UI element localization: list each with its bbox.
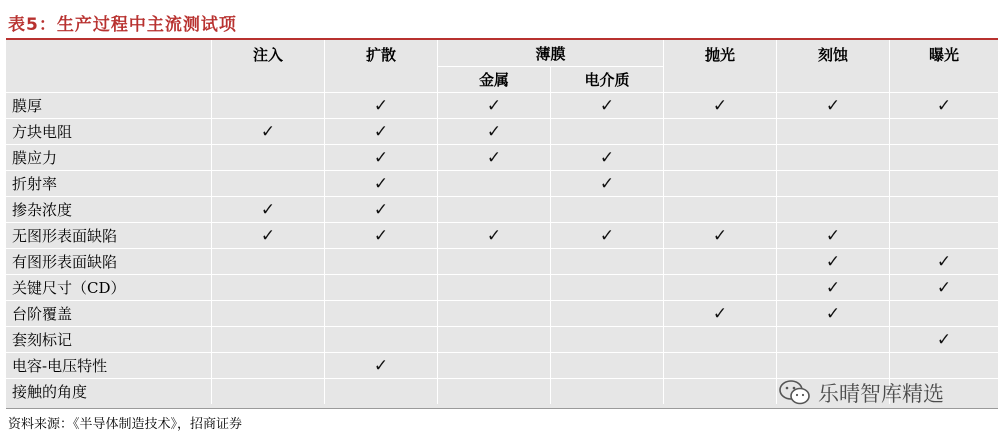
check-mark-icon: ✓ (486, 147, 502, 168)
check-mark-icon: ✓ (599, 95, 615, 116)
check-mark-icon: ✓ (373, 147, 389, 168)
header-metal: 金属 (437, 66, 550, 92)
table-cell (663, 196, 776, 222)
table-cell (324, 170, 437, 196)
row-label: 关键尺寸（CD） (6, 274, 211, 300)
table-cell (211, 274, 324, 300)
table-cell (324, 118, 437, 144)
check-mark-icon: ✓ (599, 225, 615, 246)
check-mark-icon: ✓ (260, 199, 276, 220)
row-label: 膜应力 (6, 144, 211, 170)
table-cell (663, 170, 776, 196)
table-cell (776, 92, 889, 118)
table-cell (324, 274, 437, 300)
table-cell (550, 378, 663, 404)
table-cell (550, 300, 663, 326)
check-mark-icon: ✓ (260, 225, 276, 246)
table-cell (324, 248, 437, 274)
table-cell (889, 248, 998, 274)
table-cell (211, 300, 324, 326)
source-note: 资料来源：《半导体制造技术》，招商证券 (8, 417, 243, 432)
table-cell (211, 248, 324, 274)
row-label: 台阶覆盖 (6, 300, 211, 326)
header-dielectric: 电介质 (550, 66, 663, 92)
table-cell (437, 300, 550, 326)
header-diffusion: 扩散 (324, 40, 437, 92)
table-cell (663, 118, 776, 144)
table-cell (324, 352, 437, 378)
header-exposure: 曝光 (889, 40, 998, 92)
table-cell (437, 118, 550, 144)
table-cell (889, 352, 998, 378)
row-label: 无图形表面缺陷 (6, 222, 211, 248)
table-cell (889, 274, 998, 300)
check-mark-icon: ✓ (373, 95, 389, 116)
table-cell (663, 274, 776, 300)
table-cell (324, 144, 437, 170)
table-cell (437, 222, 550, 248)
table-cell (550, 170, 663, 196)
check-mark-icon: ✓ (712, 95, 728, 116)
table-cell (324, 196, 437, 222)
table-cell (776, 352, 889, 378)
table-cell (663, 326, 776, 352)
row-label: 套刻标记 (6, 326, 211, 352)
wechat-icon (778, 378, 812, 408)
table-cell (211, 196, 324, 222)
table-cell (211, 352, 324, 378)
check-mark-icon: ✓ (373, 225, 389, 246)
table-cell (550, 352, 663, 378)
row-label: 膜厚 (6, 92, 211, 118)
header-thin-film: 薄膜 (437, 40, 663, 66)
watermark (778, 378, 944, 408)
table-cell (776, 118, 889, 144)
check-mark-icon: ✓ (599, 173, 615, 194)
watermark-text: 乐晴智库精选 (818, 382, 944, 406)
check-mark-icon: ✓ (599, 147, 615, 168)
check-mark-icon: ✓ (373, 355, 389, 376)
table-cell (663, 352, 776, 378)
table-cell (324, 378, 437, 404)
check-mark-icon: ✓ (936, 95, 952, 116)
table-cell (776, 170, 889, 196)
table-cell (550, 248, 663, 274)
table-cell (211, 170, 324, 196)
check-mark-icon: ✓ (373, 173, 389, 194)
table-cell (776, 144, 889, 170)
table-cell (324, 92, 437, 118)
check-mark-icon: ✓ (825, 225, 841, 246)
check-mark-icon: ✓ (712, 225, 728, 246)
check-mark-icon: ✓ (486, 95, 502, 116)
table-cell (550, 326, 663, 352)
table-cell (663, 300, 776, 326)
check-mark-icon: ✓ (486, 225, 502, 246)
table-cell (889, 144, 998, 170)
row-label: 电容-电压特性 (6, 352, 211, 378)
table-cell (776, 196, 889, 222)
table-cell (889, 222, 998, 248)
table-cell (437, 274, 550, 300)
header-etch: 刻蚀 (776, 40, 889, 92)
table-cell (437, 196, 550, 222)
check-mark-icon: ✓ (936, 251, 952, 272)
table-title: 表5：生产过程中主流测试项 (8, 15, 237, 35)
table-cell (889, 118, 998, 144)
table-cell (889, 196, 998, 222)
table-cell (324, 300, 437, 326)
test-items-table (6, 40, 998, 408)
row-label: 接触的角度 (6, 378, 211, 404)
table-cell (437, 326, 550, 352)
table-cell (663, 248, 776, 274)
check-mark-icon: ✓ (260, 121, 276, 142)
check-mark-icon: ✓ (936, 277, 952, 298)
row-label: 折射率 (6, 170, 211, 196)
header-polish: 抛光 (663, 40, 776, 92)
table-cell (889, 92, 998, 118)
row-label: 掺杂浓度 (6, 196, 211, 222)
table-cell (550, 196, 663, 222)
table-cell (776, 248, 889, 274)
check-mark-icon: ✓ (373, 121, 389, 142)
table-cell (437, 144, 550, 170)
check-mark-icon: ✓ (712, 303, 728, 324)
table-cell (889, 300, 998, 326)
table-cell (776, 300, 889, 326)
table-cell (437, 248, 550, 274)
table-cell (437, 92, 550, 118)
row-label: 方块电阻 (6, 118, 211, 144)
table-cell (324, 326, 437, 352)
table-cell (211, 378, 324, 404)
check-mark-icon: ✓ (825, 303, 841, 324)
check-mark-icon: ✓ (825, 277, 841, 298)
table-cell (550, 118, 663, 144)
table-cell (889, 170, 998, 196)
check-mark-icon: ✓ (486, 121, 502, 142)
table-cell (211, 118, 324, 144)
header-corner (6, 40, 211, 92)
table-cell (550, 92, 663, 118)
table-cell (211, 144, 324, 170)
table-bottom-rule (6, 408, 998, 409)
table-cell (889, 326, 998, 352)
table-cell (211, 92, 324, 118)
row-label: 有图形表面缺陷 (6, 248, 211, 274)
table-cell (663, 92, 776, 118)
table-cell (776, 274, 889, 300)
check-mark-icon: ✓ (825, 95, 841, 116)
table-cell (663, 378, 776, 404)
table-cell (550, 144, 663, 170)
table-cell (663, 222, 776, 248)
table-cell (437, 378, 550, 404)
table-cell (663, 144, 776, 170)
table-cell (776, 326, 889, 352)
table-cell (776, 222, 889, 248)
header-implant: 注入 (211, 40, 324, 92)
table-cell (324, 222, 437, 248)
table-cell (550, 274, 663, 300)
check-mark-icon: ✓ (936, 329, 952, 350)
table-cell (437, 352, 550, 378)
check-mark-icon: ✓ (825, 251, 841, 272)
table-cell (211, 222, 324, 248)
table-cell (437, 170, 550, 196)
table-cell (550, 222, 663, 248)
table-cell (211, 326, 324, 352)
check-mark-icon: ✓ (373, 199, 389, 220)
